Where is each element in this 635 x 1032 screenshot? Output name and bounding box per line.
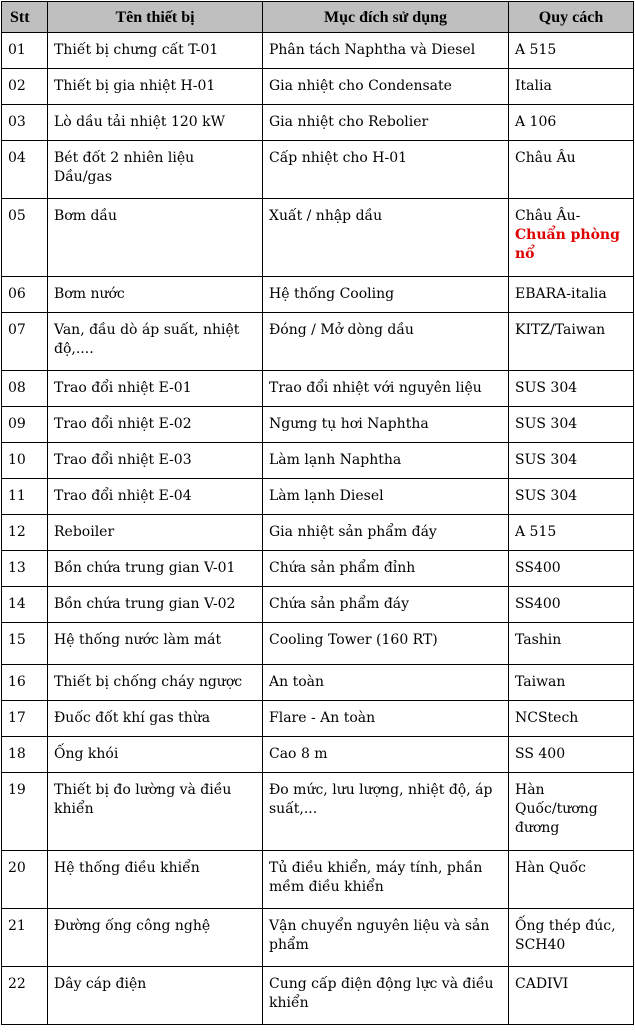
cell-purpose: Cung cấp điện động lực và điều khiển: [263, 967, 509, 1025]
cell-spec: Ống thép đúc, SCH40: [509, 909, 634, 967]
cell-name: Lò dầu tải nhiệt 120 kW: [48, 105, 263, 141]
cell-spec: A 515: [509, 515, 634, 551]
cell-stt: 19: [2, 773, 48, 851]
cell-spec: Hàn Quốc/tương đương: [509, 773, 634, 851]
table-row: [2, 479, 634, 515]
cell-spec: SUS 304: [509, 371, 634, 407]
cell-name: Reboiler: [48, 515, 263, 551]
cell-purpose: Phân tách Naphtha và Diesel: [263, 33, 509, 69]
cell-purpose: Đo mức, lưu lượng, nhiệt độ, áp suất,...: [263, 773, 509, 851]
cell-spec: Taiwan: [509, 665, 634, 701]
cell-spec: SUS 304: [509, 479, 634, 515]
table-row: [2, 701, 634, 737]
cell-stt: 17: [2, 701, 48, 737]
table-row: [2, 587, 634, 623]
cell-purpose: Cấp nhiệt cho H-01: [263, 141, 509, 199]
cell-name: Hệ thống điều khiển: [48, 851, 263, 909]
table-row: [2, 443, 634, 479]
cell-spec: SS400: [509, 587, 634, 623]
explosion-proof-highlight: Chuẩn phòng nổ: [515, 227, 620, 262]
cell-purpose: Chứa sản phẩm đáy: [263, 587, 509, 623]
cell-name: Ống khói: [48, 737, 263, 773]
cell-purpose: Chứa sản phẩm đỉnh: [263, 551, 509, 587]
cell-name: Bơm nước: [48, 277, 263, 313]
cell-stt: 03: [2, 105, 48, 141]
header-spec: Quy cách: [509, 2, 634, 33]
cell-stt: 01: [2, 33, 48, 69]
table-row: [2, 371, 634, 407]
table-row: [2, 407, 634, 443]
cell-spec: Hàn Quốc: [509, 851, 634, 909]
cell-stt: 12: [2, 515, 48, 551]
cell-name: Trao đổi nhiệt E-04: [48, 479, 263, 515]
table-row: [2, 967, 634, 1025]
table-row: [2, 199, 634, 277]
cell-purpose: Gia nhiệt cho Condensate: [263, 69, 509, 105]
table-row: [2, 665, 634, 701]
cell-stt: 07: [2, 313, 48, 371]
cell-stt: 11: [2, 479, 48, 515]
cell-purpose: Flare - An toàn: [263, 701, 509, 737]
cell-stt: 05: [2, 199, 48, 277]
cell-name: Trao đổi nhiệt E-03: [48, 443, 263, 479]
table-row: [2, 313, 634, 371]
cell-purpose: Tủ điều khiển, máy tính, phần mềm điều khiển: [263, 851, 509, 909]
cell-name: Dây cáp điện: [48, 967, 263, 1025]
table-row: [2, 69, 634, 105]
cell-stt: 21: [2, 909, 48, 967]
cell-purpose: Gia nhiệt sản phẩm đáy: [263, 515, 509, 551]
cell-purpose: Đóng / Mở dòng dầu: [263, 313, 509, 371]
table-row: [2, 105, 634, 141]
table-row: [2, 773, 634, 851]
cell-name: Bồn chứa trung gian V-01: [48, 551, 263, 587]
cell-stt: 14: [2, 587, 48, 623]
cell-name: Thiết bị chưng cất T-01: [48, 33, 263, 69]
cell-name: Bét đốt 2 nhiên liệu Dầu/gas: [48, 141, 263, 199]
table-row: [2, 851, 634, 909]
cell-stt: 08: [2, 371, 48, 407]
cell-spec: Tashin: [509, 623, 634, 665]
cell-stt: 16: [2, 665, 48, 701]
cell-spec: SUS 304: [509, 407, 634, 443]
cell-name: Đuốc đốt khí gas thừa: [48, 701, 263, 737]
table-row: [2, 277, 634, 313]
cell-purpose: An toàn: [263, 665, 509, 701]
cell-stt: 13: [2, 551, 48, 587]
cell-name: Thiết bị gia nhiệt H-01: [48, 69, 263, 105]
cell-stt: 09: [2, 407, 48, 443]
cell-spec: NCStech: [509, 701, 634, 737]
cell-spec: CADIVI: [509, 967, 634, 1025]
cell-stt: 18: [2, 737, 48, 773]
cell-name: Trao đổi nhiệt E-02: [48, 407, 263, 443]
table-row: [2, 551, 634, 587]
cell-stt: 15: [2, 623, 48, 665]
cell-stt: 10: [2, 443, 48, 479]
cell-stt: 02: [2, 69, 48, 105]
cell-purpose: Trao đổi nhiệt với nguyên liệu: [263, 371, 509, 407]
cell-purpose: Làm lạnh Diesel: [263, 479, 509, 515]
cell-spec: SS400: [509, 551, 634, 587]
table-row: [2, 141, 634, 199]
cell-stt: 04: [2, 141, 48, 199]
cell-spec: Châu Âu: [509, 141, 634, 199]
cell-spec: SUS 304: [509, 443, 634, 479]
equipment-table: [1, 1, 634, 1025]
cell-spec: A 515: [509, 33, 634, 69]
cell-purpose: Cao 8 m: [263, 737, 509, 773]
table-row: [2, 623, 634, 665]
table-header-row: [2, 2, 634, 33]
cell-purpose: Cooling Tower (160 RT): [263, 623, 509, 665]
cell-name: Bồn chứa trung gian V-02: [48, 587, 263, 623]
cell-spec: KITZ/Taiwan: [509, 313, 634, 371]
cell-spec: Italia: [509, 69, 634, 105]
cell-name: Đường ống công nghệ: [48, 909, 263, 967]
cell-name: Bơm dầu: [48, 199, 263, 277]
cell-spec: SS 400: [509, 737, 634, 773]
cell-name: Van, đầu dò áp suất, nhiệt độ,....: [48, 313, 263, 371]
table-row: [2, 909, 634, 967]
cell-purpose: Hệ thống Cooling: [263, 277, 509, 313]
cell-name: Thiết bị đo lường và điều khiển: [48, 773, 263, 851]
header-purpose: Mục đích sử dụng: [263, 2, 509, 33]
cell-purpose: Vận chuyển nguyên liệu và sản phẩm: [263, 909, 509, 967]
table-row: [2, 33, 634, 69]
cell-stt: 20: [2, 851, 48, 909]
cell-stt: 22: [2, 967, 48, 1025]
cell-stt: 06: [2, 277, 48, 313]
table-row: [2, 515, 634, 551]
cell-spec: A 106: [509, 105, 634, 141]
cell-purpose: Làm lạnh Naphtha: [263, 443, 509, 479]
header-stt: Stt: [2, 2, 48, 33]
cell-purpose: Ngưng tụ hơi Naphtha: [263, 407, 509, 443]
cell-spec: [509, 199, 634, 277]
cell-spec: EBARA-italia: [509, 277, 634, 313]
cell-purpose: Gia nhiệt cho Rebolier: [263, 105, 509, 141]
cell-purpose: Xuất / nhập dầu: [263, 199, 509, 277]
cell-name: Hệ thống nước làm mát: [48, 623, 263, 665]
table-row: [2, 737, 634, 773]
header-name: Tên thiết bị: [48, 2, 263, 33]
cell-name: Trao đổi nhiệt E-01: [48, 371, 263, 407]
cell-name: Thiết bị chống cháy ngược: [48, 665, 263, 701]
spec-text: Châu Âu-: [515, 208, 581, 224]
